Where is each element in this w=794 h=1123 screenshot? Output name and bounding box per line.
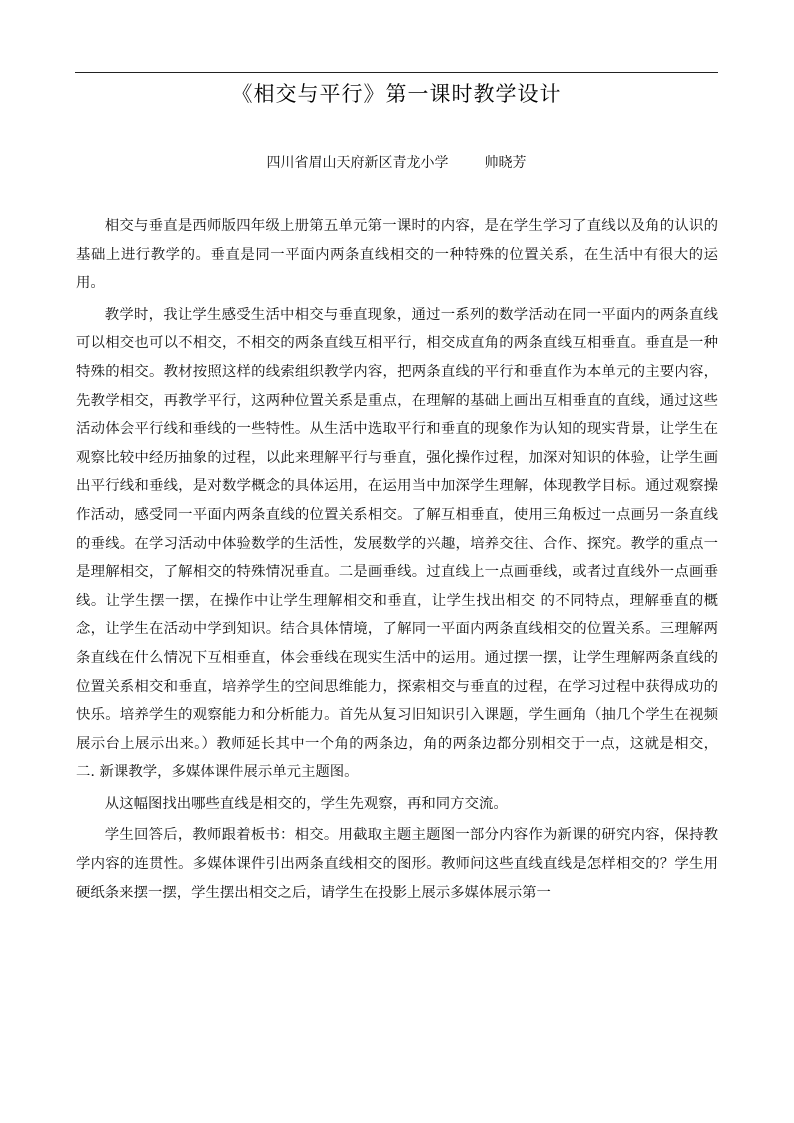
paragraph: 教学时，我让学生感受生活中相交与垂直现象，通过一系列的数学活动在同一平面内的两条直线可以相交也可以不相交，不相交的两条直线互相平行，相交成直角的两条直线互相垂直。垂直是一种特殊的相交。教材按照这样的线索组织教学内容，把两条直线的平行和垂直作为本单元的主要内容，先教学相交，再教学平行，这两种位置关系是重点，在理解的基础上画出互相垂直的直线，通过这些活动体会平行线和垂线的一些特性。从生活中选取平行和垂直的现象作为认知的现实背景，让学生在观察比较中经历抽象的过程，以此来理解平行与垂直，强化操作过程，加深对知识的体验，让学生画出平行线和垂线，是对数学概念的具体运用，在运用当中加深学生理解，体现教学目标。通过观察操作活动，感受同一平面内两条直线的位置关系相交。了解互相垂直，使用三角板过一点画另一条直线的垂线。在学习活动中体验数学的生活性，发展数学的兴趣，培养交往、合作、探究。教学的重点一是理解相交，了解相交的特殊情况垂直。二是画垂线。过直线上一点画垂线，或者过直线外一点画垂线。让学生摆一摆，在操作中让学生理解相交和垂直，让学生找出相交 的不同特点，理解垂直的概念，让学生在活动中学到知识。结合具体情境，了解同一平面内两条直线相交的位置关系。三理解两条直线在什么情况下互相垂直，体会垂线在现实生活中的运用。通过摆一摆，让学生理解两条直线的位置关系相交和垂直，培养学生的空间思维能力，探索相交与垂直的过程，在学习过程中获得成功的快乐。培养学生的观察能力和分析能力。首先从复习旧知识引入课题，学生画角（抽几个学生在视频展示台上展示出来。）教师延长其中一个角的两条边，角的两条边都分别相交于一点，这就是相交，二. 新课教学，多媒体课件展示单元主题图。 — [76, 306, 718, 781]
paragraph: 相交与垂直是西师版四年级上册第五单元第一课时的内容，是在学生学习了直线以及角的认识的基础上进行教学的。垂直是同一平面内两条直线相交的一种特殊的位置关系，在生活中有很大的运用。 — [76, 218, 718, 292]
header-rule — [75, 72, 718, 73]
byline — [75, 152, 718, 174]
school-name: 四川省眉山天府新区青龙小学 — [266, 155, 449, 171]
document-title: 《相交与平行》第一课时教学设计 — [231, 82, 562, 106]
document-body — [76, 212, 718, 910]
paragraph: 从这幅图找出哪些直线是相交的，学生先观察，再和同方交流。 — [104, 795, 508, 812]
author-name: 帅晓芳 — [484, 155, 527, 171]
paragraph: 学生回答后，教师跟着板书：相交。用截取主题主题图一部分内容作为新课的研究内容，保持教学内容的连贯性。多媒体课件引出两条直线相交的图形。教师问这些直线直线是怎样相交的？学生用硬纸条来摆一摆，学生摆出相交之后，请学生在投影上展示多媒体展示第一 — [76, 827, 718, 901]
